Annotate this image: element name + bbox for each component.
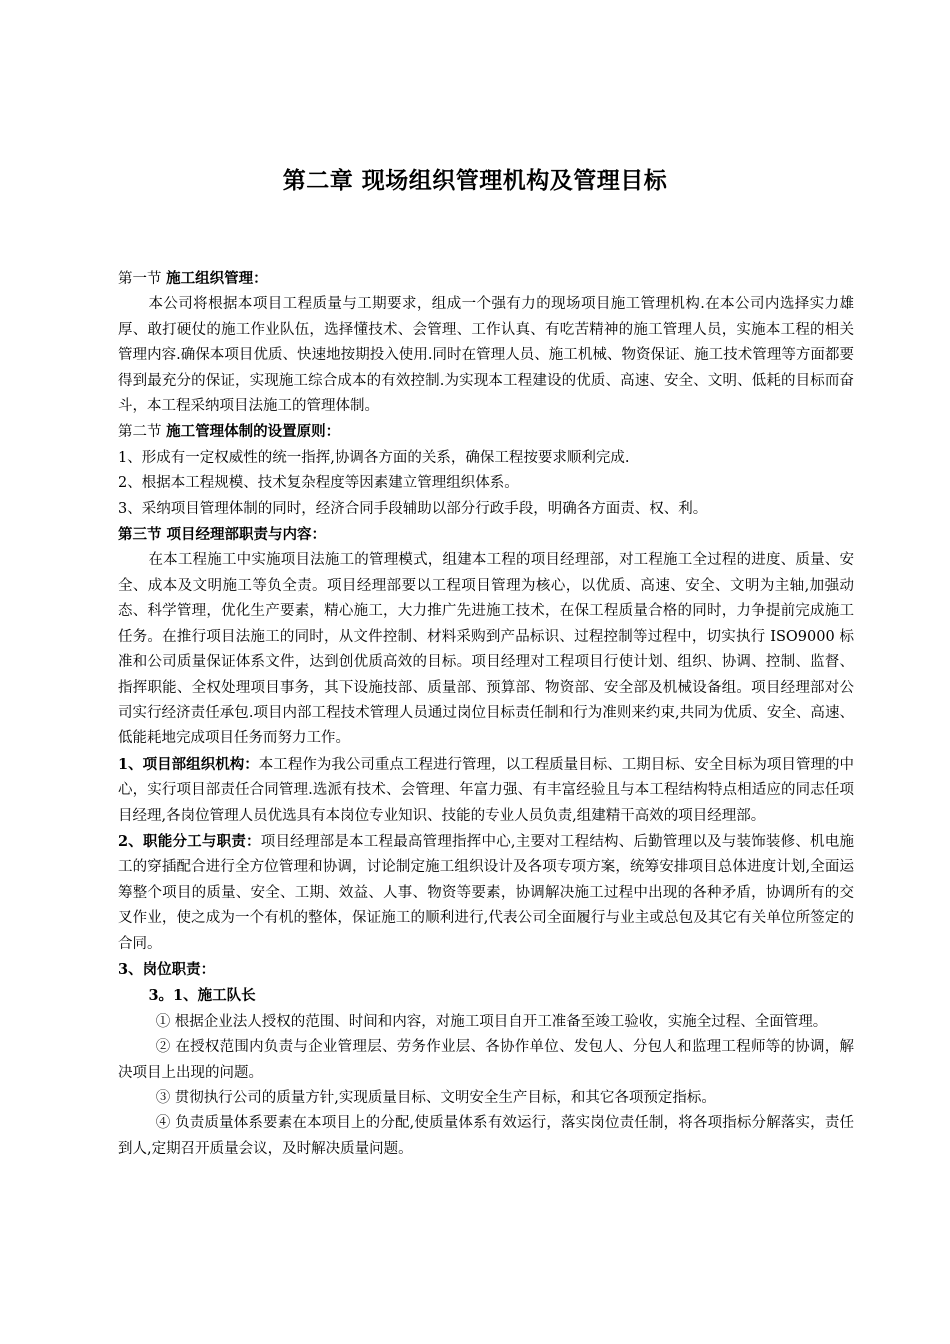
section-1-paragraph: 本公司将根据本项目工程质量与工期要求，组成一个强有力的现场项目施工管理机构.在本公司内选择实力雄厚、敢打硬仗的施工作业队伍，选择懂技术、会管理、工作认真、有吃苦精神的施工管理人员，实施本工程的相关管理内容.确保本项目优质、快速地按期投入使用.同时在管理人员、施工机械、物资保证、施工技术管理等方面都要得到最充分的保证，实现施工综合成本的有效控制.为实现本工程建设的优质、高速、安全、文明、低耗的目标而奋斗，本工程采纳项目法施工的管理体制。 [118,296,854,415]
section-2-item-3: 3、采纳项目管理体制的同时，经济合同手段辅助以部分行政手段，明确各方面责、权、利。 [118,500,708,517]
section-2-prefix: 第二节 [118,424,167,441]
section-2-title: 施工管理体制的设置原则： [166,423,341,441]
post-duty-title: 3、岗位职责： [118,960,216,978]
team-leader-heading [118,983,854,1009]
section-1-prefix: 第一节 [118,271,167,287]
duty-item-4: ④ 负责质量体系要素在本项目上的分配,使质量体系有效运行，落实岗位责任制，将各项指标分解落实，责任到人,定期召开质量会议，及时解决质量问题。 [118,1115,854,1157]
section-1-heading [118,266,854,292]
team-leader-title: 3。1、施工队长 [148,987,256,1005]
section-2-heading [118,419,854,445]
duty-item-3: ③ 贯彻执行公司的质量方针,实现质量目标、文明安全生产目标，和其它各项预定指标。 [155,1090,716,1106]
document-body [118,266,854,1162]
section-2-item-2: 2、根据本工程规模、技术复杂程度等因素建立管理组织体系。 [118,475,519,492]
duty-item-2: ② 在授权范围内负责与企业管理层、劳务作业层、各协作单位、发包人、分包人和监理工程师等的协调，解决项目上出现的问题。 [118,1039,854,1081]
org-structure-text: 本工程作为我公司重点工程进行管理，以工程质量目标、工期目标、安全目标为项目管理的中心，实行项目部责任合同管理.选派有技术、会管理、年富力强、有丰富经验且与本工程结构特点相适应的同志任项目经理,各岗位管理人员优选具有本岗位专业知识、技能的专业人员负责,组建精干高效的项目经理部。 [118,756,855,824]
duty-item-1: ① 根据企业法人授权的范围、时间和内容，对施工项目自开工准备至竣工验收，实施全过程、全面管理。 [155,1013,828,1030]
section-3-heading [118,522,854,548]
section-3-title: 第三节 项目经理部职责与内容： [118,526,327,544]
section-1-title: 施工组织管理： [166,270,268,287]
duty-paragraph [118,829,854,957]
section-2-item-1: 1、形成有一定权威性的统一指挥,协调各方面的关系，确保工程按要求顺利完成. [118,449,630,466]
section-3-paragraph: 在本工程施工中实施项目法施工的管理模式，组建本工程的项目经理部，对工程施工全过程的进度、质量、安全、成本及文明施工等负全责。项目经理部要以工程项目管理为核心，以优质、高速、安全、文明为主轴,加强动态、科学管理，优化生产要素，精心施工，大力推广先进施工技术，在保工程质量合格的同时，力争提前完成施工任务。在推行项目法施工的同时，从文件控制、材料采购到产品标识、过程控制等过程中，切实执行 ISO9000 标准和公司质量保证体系文件，达到创优质高效的目标。项目经理对工程项目行使计划、组织、协调、控制、监督、指挥职能、全权处理项目事务，其下设施技部、质量部、预算部、物资部、安全部及机械设备组。项目经理部对公司实行经济责任承包.项目内部工程技术管理人员通过岗位目标责任制和行为准则来约束,共同为优质、安全、高速、低能耗地完成项目任务而努力工作。 [118,552,854,747]
duty-text: 项目经理部是本工程最高管理指挥中心,主要对工程结构、后勤管理以及与装饰装修、机电施工的穿插配合进行全方位管理和协调，讨论制定施工组织设计及各项专项方案，统筹安排项目总体进度计划,全面运筹整个项目的质量、安全、工期、效益、人事、物资等要素，协调解决施工过程中出现的各种矛盾，协调所有的交叉作业，使之成为一个有机的整体，保证施工的顺利进行,代表公司全面履行与业主或总包及其它有关单位所签定的合同。 [118,833,854,952]
org-structure-paragraph [118,752,854,829]
org-structure-heading: 1、项目部组织机构： [118,755,259,773]
duty-heading: 2、职能分工与职责： [118,832,261,850]
chapter-title: 第二章 现场组织管理机构及管理目标 [282,167,668,194]
post-duty-heading [118,957,854,983]
